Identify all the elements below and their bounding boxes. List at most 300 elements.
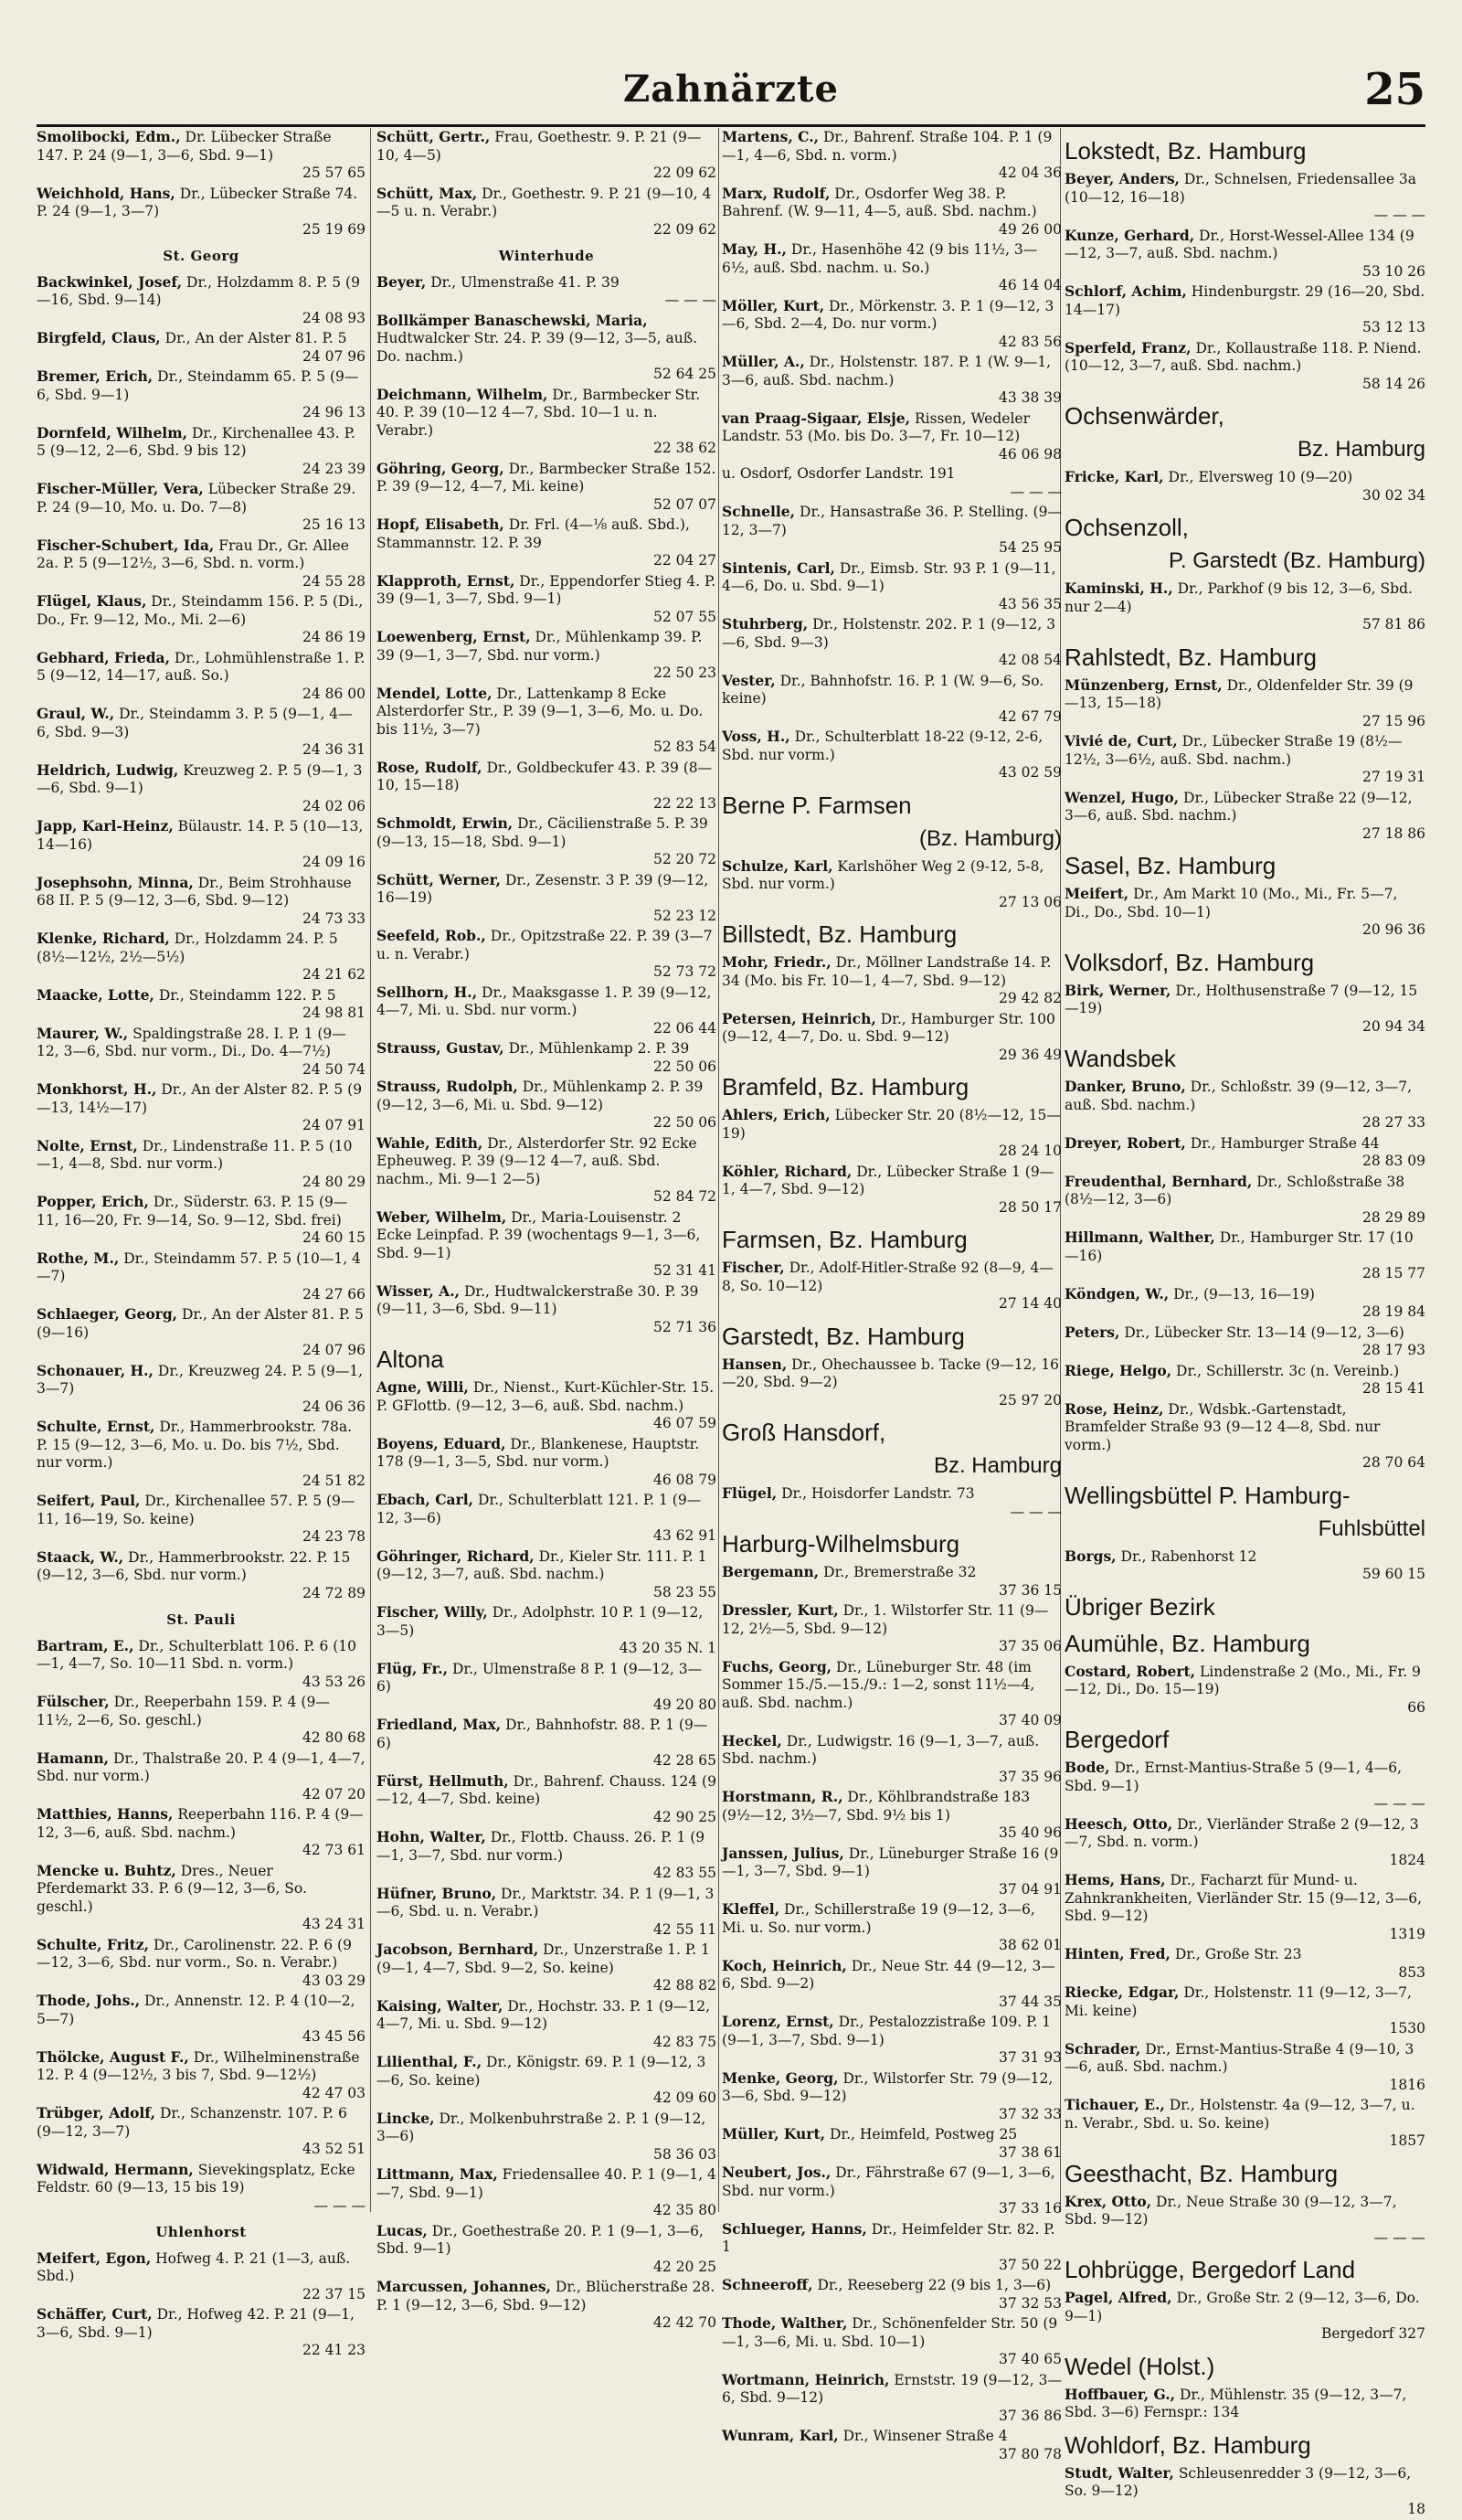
dentist-name: Hillmann, Walther, xyxy=(1065,1228,1215,1246)
dentist-name: Heldrich, Ludwig, xyxy=(37,760,179,779)
dentist-entry xyxy=(37,649,366,704)
dentist-address: Frau Dr., Gr. Allee 2a. P. 5 (9—12½, 3—6, Sbd. n. vorm.) xyxy=(37,537,349,571)
dentist-name: Flügel, Klaus, xyxy=(37,592,147,610)
phone-number: 24 80 29 xyxy=(302,1173,366,1190)
dentist-address: Dr., Ernst-Mantius-Straße 4 (9—10, 3—6, auß. Sbd. nachm.) xyxy=(1065,2040,1414,2075)
dentist-entry xyxy=(722,2220,1062,2275)
dentist-address: Dr., Lübecker Str. 13—14 (9—12, 3—6) xyxy=(1124,1324,1404,1341)
phone-number: 58 23 55 xyxy=(652,1583,716,1600)
dentist-address: Dr., Hamburger Str. 100 (9—12, 4—7, Do. u. Sbd. 9—12) xyxy=(722,1010,1055,1045)
dentist-name: Borgs, xyxy=(1065,1547,1117,1565)
dentist-name: Hopf, Elisabeth, xyxy=(376,516,504,533)
dentist-entry xyxy=(1065,2289,1425,2344)
dentist-name: Weber, Wilhelm, xyxy=(376,1207,507,1226)
dentist-entry xyxy=(37,1862,366,1934)
dentist-entry xyxy=(376,516,716,570)
dentist-address: Dr., Lübecker Straße 19 (8½—12½, 3—6½, auß. Sbd. nachm.) xyxy=(1065,733,1403,768)
dentist-address: Dr., Ulmenstraße 8 P. 1 (9—12, 3—6) xyxy=(376,1660,703,1695)
dentist-entry xyxy=(37,1548,366,1603)
dentist-entry xyxy=(37,705,366,760)
dentist-entry xyxy=(722,1563,1062,1600)
dentist-entry xyxy=(376,1941,716,1995)
phone-number: 52 31 41 xyxy=(652,1262,716,1279)
dentist-name: Marcussen, Johannes, xyxy=(376,2278,551,2295)
dentist-entry xyxy=(37,874,366,929)
phone-number: — — — xyxy=(1373,2228,1425,2246)
locality-heading: Bergedorf xyxy=(1065,1726,1170,1753)
locality-heading: Ochsenwärder, xyxy=(1065,402,1224,430)
dentist-address: Dr., Hammerbrookstr. 78a. P. 15 (9—12, 3—6, Mo. u. Do. bis 7½, Sbd. nur vorm.) xyxy=(37,1419,353,1471)
dentist-address: Dr., Hochstr. 33. P. 1 (9—12, 4—7, Mi. u. Sbd. 9—12) xyxy=(376,1997,711,2032)
dentist-name: van Praag-Sigaar, Elsje, xyxy=(722,409,911,427)
locality-subheading: P. Garstedt (Bz. Hamburg) xyxy=(1169,548,1425,573)
dentist-entry xyxy=(722,1732,1062,1787)
dentist-name: Josephsohn, Minna, xyxy=(37,873,194,891)
dentist-address: Dr., Opitzstraße 22. P. 39 (3—7 u. n. Verabr.) xyxy=(376,928,713,962)
phone-number: 22 50 23 xyxy=(652,665,716,681)
dentist-address: Dr., Heimfeld, Postweg 25 xyxy=(829,2126,1018,2143)
dentist-name: Voss, H., xyxy=(722,728,790,745)
dentist-entry xyxy=(376,185,716,239)
dentist-name: Hems, Hans, xyxy=(1065,1871,1166,1888)
dentist-name: Ahlers, Erich, xyxy=(722,1106,831,1123)
phone-number: 24 36 31 xyxy=(302,741,366,758)
dentist-address: Dr., Hudtwalckerstraße 30. P. 39 (9—11, 3—6, Sbd. 9—11) xyxy=(376,1282,699,1317)
dentist-name: Schmoldt, Erwin, xyxy=(376,814,514,832)
dentist-address: u. Osdorf, Osdorfer Landstr. 191 xyxy=(722,465,956,482)
dentist-name: Seifert, Paul, xyxy=(37,1492,141,1509)
dentist-name: May, H., xyxy=(722,240,787,258)
dentist-address: Frau, Goethestr. 9. P. 21 (9—10, 4—5) xyxy=(376,129,702,164)
locality-heading: Sasel, Bz. Hamburg xyxy=(1065,852,1277,879)
dentist-entry xyxy=(1065,1945,1425,1982)
dentist-address: Dr., Holzdamm 24. P. 5 (8½—12½, 2½—5½) xyxy=(37,930,338,965)
page-number: 25 xyxy=(1364,64,1425,115)
dentist-entry xyxy=(376,759,716,813)
phone-number: 43 53 26 xyxy=(302,1673,366,1690)
dentist-address: Dr., Holstenstr. 11 (9—12, 3—7, Mi. keine) xyxy=(1065,1984,1412,2019)
dentist-address: Dr., Hamburger Str. 17 (10—16) xyxy=(1065,1229,1414,1264)
phone-number: 42 08 54 xyxy=(998,652,1062,668)
dentist-address: Dr., Schulterblatt 106. P. 6 (10—1, 4—7, So. 10—11 Sbd. n. vorm.) xyxy=(37,1637,357,1672)
phone-number: 52 20 72 xyxy=(652,851,716,867)
dentist-name: Köndgen, W., xyxy=(1065,1284,1170,1303)
dentist-entry xyxy=(722,1845,1062,1899)
dentist-address: Dr., Königstr. 69. P. 1 (9—12, 3—6, So. keine) xyxy=(376,2054,706,2089)
phone-number: 37 32 33 xyxy=(998,2105,1062,2122)
dentist-address: Dr., Lübecker Straße 74. P. 24 (9—1, 3—7) xyxy=(37,185,358,219)
phone-number: 22 09 62 xyxy=(652,220,716,238)
phone-number: 52 83 54 xyxy=(652,739,716,755)
phone-number: 42 90 25 xyxy=(652,1808,716,1825)
dentist-name: Marx, Rudolf, xyxy=(722,184,831,202)
phone-number: 52 23 12 xyxy=(652,907,716,924)
phone-number: 52 64 25 xyxy=(652,366,716,382)
dentist-entry xyxy=(722,2013,1062,2068)
dentist-entry xyxy=(37,2104,366,2159)
locality-heading: Wellingsbüttel P. Hamburg- xyxy=(1065,1481,1351,1509)
dentist-address: Dr., Bahrenf. Straße 104. P. 1 (9—1, 4—6, Sbd. n. vorm.) xyxy=(722,129,1053,164)
dentist-entry xyxy=(37,2249,366,2304)
dentist-name: Studt, Walter, xyxy=(1065,2463,1174,2482)
dentist-address: Dr., Schanzenstr. 107. P. 6 (9—12, 3—7) xyxy=(37,2105,347,2140)
dentist-name: Hinten, Fred, xyxy=(1065,1945,1171,1962)
phone-number: 27 15 96 xyxy=(1361,712,1425,729)
locality-subheading: Fuhlsbüttel xyxy=(1318,1515,1425,1541)
dentist-name: Nolte, Ernst, xyxy=(37,1136,138,1154)
dentist-entry xyxy=(376,984,716,1038)
dentist-name: Sellhorn, H., xyxy=(376,983,478,1001)
dentist-entry xyxy=(37,1249,366,1304)
dentist-entry xyxy=(1065,2040,1425,2095)
dentist-name: Beyer, xyxy=(376,272,427,291)
district-heading: Uhlenhorst xyxy=(155,2224,247,2240)
dentist-name: Köhler, Richard, xyxy=(722,1162,853,1180)
dentist-entry xyxy=(37,128,366,183)
phone-number: 28 17 93 xyxy=(1361,1342,1425,1358)
dentist-entry xyxy=(1065,1228,1425,1283)
dentist-entry xyxy=(37,185,366,239)
dentist-address: Dr., Eppendorfer Stieg 4. P. 39 (9—1, 3—7, Sbd. 9—1) xyxy=(376,572,716,607)
dentist-entry xyxy=(376,1716,716,1770)
dentist-entry xyxy=(1065,2193,1425,2248)
phone-number: 38 62 01 xyxy=(998,1937,1062,1953)
dentist-name: Müller, A., xyxy=(722,353,805,370)
phone-number: — — — xyxy=(313,2196,366,2214)
dentist-name: Fischer-Schubert, Ida, xyxy=(37,536,215,554)
phone-number: 42 73 61 xyxy=(302,1842,366,1858)
column-1 xyxy=(37,128,366,2362)
dentist-address: Dr., Unzerstraße 1. P. 1 (9—1, 4—7, Sbd. 9—2, So. keine) xyxy=(376,1941,710,1976)
phone-number: 37 40 65 xyxy=(998,2351,1062,2367)
dentist-name: Costard, Robert, xyxy=(1065,1662,1196,1680)
dentist-name: Fricke, Karl, xyxy=(1065,468,1164,485)
dentist-address: Dr., Hoisdorfer Landstr. 73 xyxy=(781,1485,975,1502)
dentist-entry xyxy=(722,2427,1062,2463)
dentist-name: Wisser, A., xyxy=(376,1281,460,1300)
column-divider xyxy=(718,128,719,2212)
dentist-address: Dr., Ulmenstraße 41. P. 39 xyxy=(430,273,620,291)
dentist-entry xyxy=(722,2069,1062,2124)
dentist-address: Dr., Mörkenstr. 3. P. 1 (9—12, 3—6, Sbd. 2—4, Do. nur vorm.) xyxy=(722,297,1054,332)
dentist-name: Gebhard, Frieda, xyxy=(37,648,170,666)
locality-subheading: Bz. Hamburg xyxy=(1297,437,1425,462)
dentist-name: Schrader, xyxy=(1065,2039,1141,2057)
phone-number: 37 36 15 xyxy=(998,1581,1062,1599)
dentist-name: Strauss, Gustav, xyxy=(376,1039,504,1057)
dentist-name: Schütt, Gertr., xyxy=(376,128,491,145)
phone-number: 37 35 96 xyxy=(998,1768,1062,1785)
dentist-entry xyxy=(376,2053,716,2108)
locality-subheading: Bz. Hamburg xyxy=(933,1453,1062,1478)
dentist-name: Wahle, Edith, xyxy=(376,1133,483,1152)
locality-heading: Wandsbek xyxy=(1065,1045,1176,1072)
dentist-name: Bremer, Erich, xyxy=(37,367,154,385)
dentist-address: Dr., Adolphstr. 10 P. 1 (9—12, 3—5) xyxy=(376,1604,704,1639)
dentist-address: Rissen, Wedeler Landstr. 53 (Mo. bis Do. 3—7, Fr. 10—12) xyxy=(722,409,1030,444)
phone-number: — — — xyxy=(1373,207,1425,223)
dentist-address: Dr., Blücherstraße 28. P. 1 (9—12, 3—6, Sbd. 9—12) xyxy=(376,2279,715,2313)
dentist-name: Koch, Heinrich, xyxy=(722,1956,847,1974)
dentist-address: Dr., Schulterblatt 18-22 (9-12, 2-6, Sbd. nur vorm.) xyxy=(722,728,1044,763)
dentist-entry xyxy=(376,2165,716,2220)
dentist-entry xyxy=(722,1601,1062,1656)
phone-number: 25 57 65 xyxy=(302,165,366,181)
phone-number: 22 04 27 xyxy=(652,552,716,569)
dentist-entry xyxy=(1065,1759,1425,1813)
dentist-entry xyxy=(1065,732,1425,787)
dentist-name: Fürst, Hellmuth, xyxy=(376,1771,509,1790)
dentist-entry xyxy=(1065,1285,1425,1322)
dentist-name: Thode, Johs., xyxy=(37,1992,141,2009)
dentist-address: Dr., Blankenese, Hauptstr. 178 (9—1, 3—5, Sbd. nur vorm.) xyxy=(376,1435,700,1470)
phone-number: 29 36 49 xyxy=(998,1046,1062,1063)
phone-number: — — — xyxy=(1010,1503,1062,1520)
dentist-name: Möller, Kurt, xyxy=(722,296,825,314)
dentist-name: Lincke, xyxy=(376,2109,435,2127)
dentist-entry xyxy=(1065,2464,1425,2519)
phone-number: 46 06 98 xyxy=(998,445,1062,463)
dentist-address: Dr., Hofweg 42. P. 21 (9—1, 3—6, Sbd. 9—1) xyxy=(37,2306,355,2341)
dentist-address: Dr., Vierländer Straße 2 (9—12, 3—7, Sbd. n. vorm.) xyxy=(1065,1815,1419,1850)
dentist-name: Mencke u. Buhtz, xyxy=(37,1861,176,1879)
dentist-address: Dr., Kollaustraße 118. P. Niend. (10—12, 3—7, auß. Sbd. nachm.) xyxy=(1065,339,1422,374)
dentist-address: Karlshöher Weg 2 (9-12, 5-8, Sbd. nur vorm.) xyxy=(722,857,1044,892)
phone-number: 37 04 91 xyxy=(998,1880,1062,1898)
phone-number: 42 04 36 xyxy=(998,165,1062,181)
dentist-address: Dr., An der Alster 81. P. 5 xyxy=(164,330,347,346)
dentist-entry xyxy=(722,297,1062,352)
dentist-name: Rose, Rudolf, xyxy=(376,758,482,776)
dentist-name: Schulze, Karl, xyxy=(722,856,833,875)
dentist-name: Deichmann, Wilhelm, xyxy=(376,385,548,403)
dentist-address: Bülaustr. 14. P. 5 (10—13, 14—16) xyxy=(37,818,364,853)
dentist-address: Dr., Zesenstr. 3 P. 39 (9—12, 16—19) xyxy=(376,871,709,906)
dentist-address: Dr., Flottb. Chauss. 26. P. 1 (9—1, 3—7, Sbd. nur vorm.) xyxy=(376,1829,705,1864)
dentist-entry xyxy=(37,2161,366,2216)
district-heading: St. Georg xyxy=(163,248,239,264)
dentist-entry xyxy=(37,986,366,1023)
dentist-address: Lübecker Str. 20 (8½—12, 15—19) xyxy=(722,1107,1061,1142)
phone-number: 24 86 19 xyxy=(302,629,366,645)
phone-number: 1816 xyxy=(1389,2076,1425,2093)
phone-number: 52 71 36 xyxy=(652,1318,716,1335)
dentist-name: Martens, C., xyxy=(722,128,820,145)
dentist-name: Mohr, Friedr., xyxy=(722,953,832,971)
phone-number: 42 07 20 xyxy=(302,1785,366,1802)
dentist-name: Schneeroff, xyxy=(722,2276,813,2293)
dentist-address: Dr., Carolinenstr. 22. P. 6 (9—12, 3—6, Sbd. nur vorm., So. n. Verabr.) xyxy=(37,1936,352,1971)
dentist-address: Dr., Wilstorfer Str. 79 (9—12, 3—6, Sbd. 9—12) xyxy=(722,2069,1054,2104)
dentist-entry xyxy=(376,1134,716,1207)
dentist-entry xyxy=(722,128,1062,183)
dentist-name: Schäffer, Curt, xyxy=(37,2305,153,2323)
dentist-name: Riege, Helgo, xyxy=(1065,1361,1172,1379)
dentist-entry xyxy=(722,672,1062,727)
dentist-entry xyxy=(376,1039,716,1076)
dentist-entry xyxy=(376,1772,716,1827)
dentist-name: Littmann, Max, xyxy=(376,2165,498,2183)
dentist-address: Dr., Goethestr. 9. P. 21 (9—10, 4—5 u. n. Verabr.) xyxy=(376,185,712,219)
phone-number: 42 42 70 xyxy=(652,2314,716,2331)
dentist-address: Dr., Holthusenstraße 7 (9—12, 15—19) xyxy=(1065,982,1418,1016)
phone-number: 25 97 20 xyxy=(998,1391,1062,1409)
dentist-entry xyxy=(722,1788,1062,1843)
phone-number: 22 22 13 xyxy=(652,794,716,812)
phone-number: 25 16 13 xyxy=(302,516,366,533)
dentist-entry xyxy=(376,1435,716,1490)
dentist-name: Widwald, Hermann, xyxy=(37,2160,194,2178)
phone-number: 43 62 91 xyxy=(652,1527,716,1544)
locality-heading: Berne P. Farmsen xyxy=(722,791,912,819)
phone-number: 24 72 89 xyxy=(302,1584,366,1601)
phone-number: 22 38 62 xyxy=(652,440,716,456)
locality-heading: Rahlstedt, Bz. Hamburg xyxy=(1065,643,1318,671)
phone-number: 24 23 78 xyxy=(302,1528,366,1545)
dentist-name: Schonauer, H., xyxy=(37,1361,154,1379)
dentist-name: Ebach, Carl, xyxy=(376,1491,474,1508)
phone-number: 30 02 34 xyxy=(1361,486,1425,504)
dentist-address: Dr., Schönenfelder Str. 50 (9—1, 3—6, Mi. u. Sbd. 10—1) xyxy=(722,2315,1058,2350)
phone-number: 66 xyxy=(1407,1698,1425,1716)
dentist-address: Dr., Bahrenf. Chauss. 124 (9—12, 4—7, Sbd. keine) xyxy=(376,1772,716,1807)
dentist-address: Dr., Schloßstr. 39 (9—12, 3—7, auß. Sbd. nachm.) xyxy=(1065,1079,1413,1113)
dentist-entry xyxy=(722,1010,1062,1065)
dentist-entry xyxy=(1065,789,1425,844)
dentist-name: Graul, W., xyxy=(37,705,115,722)
dentist-entry xyxy=(1065,1362,1425,1398)
dentist-entry xyxy=(376,1208,716,1281)
dentist-entry xyxy=(37,2305,366,2360)
dentist-name: Riecke, Edgar, xyxy=(1065,1983,1180,2001)
dentist-name: Monkhorst, H., xyxy=(37,1080,157,1098)
dentist-address: Dr. Frl. (4—⅛ auß. Sbd.), Stammannstr. 12. P. 39 xyxy=(376,516,690,551)
dentist-entry xyxy=(1065,1815,1425,1870)
dentist-name: Janssen, Julius, xyxy=(722,1844,844,1862)
phone-number: 37 44 35 xyxy=(998,1993,1062,2010)
phone-number: 42 83 55 xyxy=(652,1865,716,1881)
dentist-name: Fischer, Willy, xyxy=(376,1603,488,1621)
dentist-address: Dr., Lohmühlenstraße 1. P. 5 (9—12, 14—17, auß. So.) xyxy=(37,649,366,684)
dentist-address: Dr., Mühlenstr. 35 (9—12, 3—7, Sbd. 3—6) Fernspr.: 134 xyxy=(1065,2386,1407,2420)
dentist-name: Meifert, xyxy=(1065,885,1129,902)
dentist-entry xyxy=(1065,339,1425,394)
phone-number: 853 xyxy=(1398,1963,1425,1981)
locality-heading: Harburg-Wilhelmsburg xyxy=(722,1530,960,1558)
dentist-address: Dr., Rabenhorst 12 xyxy=(1120,1547,1257,1565)
dentist-address: Dr., Bremerstraße 32 xyxy=(823,1564,977,1580)
phone-number: 24 21 62 xyxy=(302,966,366,983)
dentist-entry xyxy=(722,2125,1062,2162)
locality-heading: Übriger Bezirk xyxy=(1065,1592,1215,1621)
dentist-address: Dr., Lüneburger Str. 48 (im Sommer 15./5.—15./9.: 1—2, sonst 11½—4, auß. Sbd. nachm.) xyxy=(722,1658,1035,1711)
phone-number: 22 50 06 xyxy=(652,1058,716,1075)
dentist-address: Dr., Große Str. 2 (9—12, 3—6, Do. 9—1) xyxy=(1065,2290,1420,2324)
locality-heading: Lohbrügge, Bergedorf Land xyxy=(1065,2256,1356,2283)
dentist-address: Dr., An der Alster 81. P. 5 (9—16) xyxy=(37,1306,364,1341)
phone-number: 46 08 79 xyxy=(652,1471,716,1488)
dentist-address: Dr., Horst-Wessel-Allee 134 (9—12, 3—7, auß. Sbd. nachm.) xyxy=(1065,227,1414,261)
phone-number: 20 94 34 xyxy=(1361,1017,1425,1035)
phone-number: 28 27 33 xyxy=(1361,1114,1425,1131)
dentist-entry xyxy=(376,1997,716,2052)
phone-number: 43 52 51 xyxy=(302,2141,366,2157)
phone-number: 58 14 26 xyxy=(1361,375,1425,392)
dentist-entry xyxy=(37,537,366,591)
dentist-name: Schlueger, Hanns, xyxy=(722,2219,867,2238)
phone-number: 52 07 55 xyxy=(652,608,716,625)
dentist-address: Dr., Ludwigstr. 16 (9—1, 3—7, auß. Sbd. nachm.) xyxy=(722,1732,1040,1767)
phone-number: 18 xyxy=(1407,2500,1425,2517)
dentist-entry xyxy=(1065,1078,1425,1132)
dentist-address: Dr., Winsener Straße 4 xyxy=(842,2428,1008,2444)
locality-heading: Geesthacht, Bz. Hamburg xyxy=(1065,2159,1339,2187)
district-heading: Winterhude xyxy=(498,248,595,264)
dentist-name: Lucas, xyxy=(376,2221,428,2239)
dentist-entry xyxy=(722,728,1062,782)
dentist-name: Backwinkel, Josef, xyxy=(37,272,183,291)
phone-number: 37 80 78 xyxy=(998,2445,1062,2462)
dentist-name: Bartram, E., xyxy=(37,1636,134,1654)
dentist-address: Dr., Schillerstr. 3c (n. Vereinb.) xyxy=(1176,1362,1400,1379)
dentist-name: Wenzel, Hugo, xyxy=(1065,788,1180,806)
dentist-name: Bollkämper Banaschewski, Maria, xyxy=(376,311,648,329)
dentist-entry xyxy=(722,1163,1062,1217)
phone-number: 43 20 35 N. 1 xyxy=(619,1640,716,1656)
dentist-entry xyxy=(1065,2096,1425,2151)
dentist-entry xyxy=(37,1025,366,1079)
dentist-address: Hindenburgstr. 29 (16—20, Sbd. 14—17) xyxy=(1065,283,1425,318)
dentist-entry xyxy=(722,465,1062,501)
dentist-entry xyxy=(376,386,716,458)
phone-number: 22 37 15 xyxy=(302,2285,366,2302)
dentist-name: Kleffel, xyxy=(722,1900,780,1918)
phone-number: 53 12 13 xyxy=(1361,319,1425,335)
phone-number: 35 40 96 xyxy=(998,1824,1062,1841)
phone-number: 37 36 86 xyxy=(998,2407,1062,2424)
dentist-entry xyxy=(722,1658,1062,1730)
dentist-address: Dr., Am Markt 10 (Mo., Mi., Fr. 5—7, Di., Do., Sbd. 10—1) xyxy=(1065,886,1398,920)
dentist-name: Fischer-Müller, Vera, xyxy=(37,480,204,497)
locality-heading: Wedel (Holst.) xyxy=(1065,2352,1215,2380)
dentist-entry xyxy=(37,592,366,647)
dentist-address: Dres., Neuer Pferdemarkt 33. P. 6 (9—12, 3—6, So. geschl.) xyxy=(37,1862,307,1915)
dentist-name: Danker, Bruno, xyxy=(1065,1078,1186,1095)
phone-number: 42 47 03 xyxy=(302,2084,366,2101)
dentist-address: Dr., Oldenfelder Str. 39 (9—13, 15—18) xyxy=(1065,676,1414,711)
dentist-name: Dornfeld, Wilhelm, xyxy=(37,423,187,441)
dentist-name: Seefeld, Rob., xyxy=(376,927,486,944)
dentist-address: Dr., Steindamm 65. P. 5 (9—6, Sbd. 9—1) xyxy=(37,368,359,403)
dentist-name: Maurer, W., xyxy=(37,1024,129,1042)
dentist-name: Jacobson, Bernhard, xyxy=(376,1941,539,1958)
dentist-address: Dr., Fährstraße 67 (9—1, 3—6, Sbd. nur vorm.) xyxy=(722,2164,1055,2199)
district-heading: St. Pauli xyxy=(166,1611,236,1628)
dentist-entry xyxy=(1065,982,1425,1037)
phone-number: 24 86 00 xyxy=(302,685,366,702)
dentist-entry xyxy=(376,1603,716,1658)
dentist-entry xyxy=(1065,170,1425,225)
dentist-address: Dr., Facharzt für Mund- u. Zahnkrankheiten, Vierländer Str. 15 (9—12, 3—6, Sbd. 9—12) xyxy=(1065,1872,1423,1924)
locality-subheading: (Bz. Hamburg) xyxy=(918,825,1062,851)
dentist-name: Weichhold, Hans, xyxy=(37,184,175,202)
dentist-name: Trübger, Adolf, xyxy=(37,2104,156,2121)
phone-number: 53 10 26 xyxy=(1361,262,1425,280)
dentist-name: Müller, Kurt, xyxy=(722,2125,826,2143)
dentist-entry xyxy=(722,615,1062,670)
phone-number: 37 32 53 xyxy=(998,2294,1062,2312)
dentist-entry xyxy=(37,1080,366,1135)
